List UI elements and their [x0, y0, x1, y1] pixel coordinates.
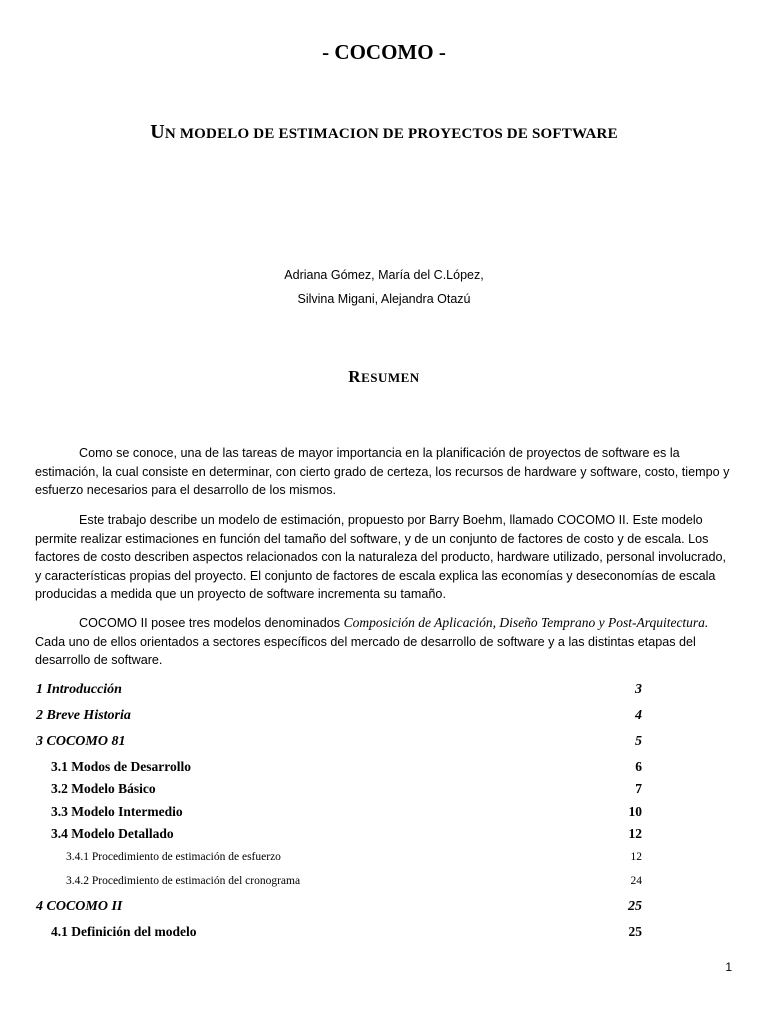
toc-entry-label: 3.1 Modos de Desarrollo	[51, 759, 191, 774]
toc-entry-page: 5	[635, 734, 642, 749]
toc-entry-label: 2 Breve Historia	[36, 708, 131, 723]
toc-entry[interactable]	[0, 826, 768, 846]
paragraph-3-end: Cada uno de ellos orientados a sectores específicos del mercado de desarrollo de software y a las distintas etapas del desarrollo de software.	[35, 634, 696, 667]
toc-entry[interactable]	[0, 759, 768, 779]
toc-entry-page: 12	[628, 826, 642, 841]
toc-entry-label: 3.4 Modelo Detallado	[51, 826, 174, 841]
toc-entry[interactable]	[0, 851, 768, 871]
page-number: 1	[725, 960, 732, 974]
toc-entry-label: 3.4.2 Procedimiento de estimación del cronograma	[66, 875, 301, 887]
toc-entry-page: 4	[635, 708, 642, 723]
toc-entry-page: 3	[635, 682, 642, 697]
toc-entry-label: 4.1 Definición del modelo	[51, 924, 197, 939]
toc-entry-label: 4 COCOMO II	[36, 899, 123, 914]
toc-entry[interactable]	[0, 899, 768, 919]
toc-entry-page: 6	[635, 759, 642, 774]
toc-entry-page: 7	[635, 781, 642, 796]
abstract-paragraph-1: Como se conoce, una de las tareas de mayor importancia en la planificación de proyectos de software es la estimación, la cual consiste en determinar, con cierto grado de certeza, los recursos de hardware y software, costo, tiempo y esfuerzo necesarios para el desarrollo de los mismos.	[35, 446, 730, 497]
document-title: - COCOMO -	[322, 40, 446, 64]
toc-entry-label: 1 Introducción	[36, 682, 122, 697]
toc-entry[interactable]	[0, 682, 768, 702]
toc-entry-label: 3.2 Modelo Básico	[51, 781, 156, 796]
toc-entry[interactable]	[0, 804, 768, 824]
authors-line-2: Silvina Migani, Alejandra Otazú	[297, 292, 471, 306]
authors-line-1: Adriana Gómez, María del C.López,	[284, 268, 484, 282]
toc-entry[interactable]	[0, 708, 768, 728]
toc-entry-page: 10	[628, 804, 642, 819]
toc-entry-label: 3.4.1 Procedimiento de estimación de esfuerzo	[66, 851, 281, 863]
paragraph-3-start: COCOMO II posee tres modelos denominados	[79, 616, 344, 630]
abstract-paragraph-2: Este trabajo describe un modelo de estimación, propuesto por Barry Boehm, llamado COCOMO II. Este modelo permite realizar estimaciones en función del tamaño del software, y de un conjunto de factores de costo y de escala. Los factores de costo describen aspectos relacionados con la naturaleza del producto, hardware utilizado, personal involucrado, y características propias del proyecto. El conjunto de factores de escala explica las economías y deseconomías de escala producidas a medida que un proyecto de software incrementa su tamaño.	[35, 513, 726, 601]
toc-entry[interactable]	[0, 924, 768, 944]
toc-entry[interactable]	[0, 781, 768, 801]
toc-entry-page: 12	[630, 851, 642, 863]
toc-entry[interactable]	[0, 875, 768, 895]
abstract-heading-rest: ESUMEN	[361, 370, 420, 385]
toc-entry[interactable]	[0, 734, 768, 754]
subtitle-rest: N MODELO DE ESTIMACION DE PROYECTOS DE SOFTWARE	[164, 126, 618, 142]
abstract-heading-initial: R	[348, 367, 362, 386]
subtitle-initial: U	[150, 121, 165, 143]
toc-entry-page: 25	[628, 924, 642, 939]
toc-entry-page: 24	[630, 875, 642, 887]
toc-entry-page: 25	[628, 899, 642, 914]
toc-entry-label: 3 COCOMO 81	[36, 734, 126, 749]
toc-entry-label: 3.3 Modelo Intermedio	[51, 804, 183, 819]
paragraph-3-models: Composición de Aplicación, Diseño Temprano y Post-Arquitectura.	[343, 615, 709, 630]
